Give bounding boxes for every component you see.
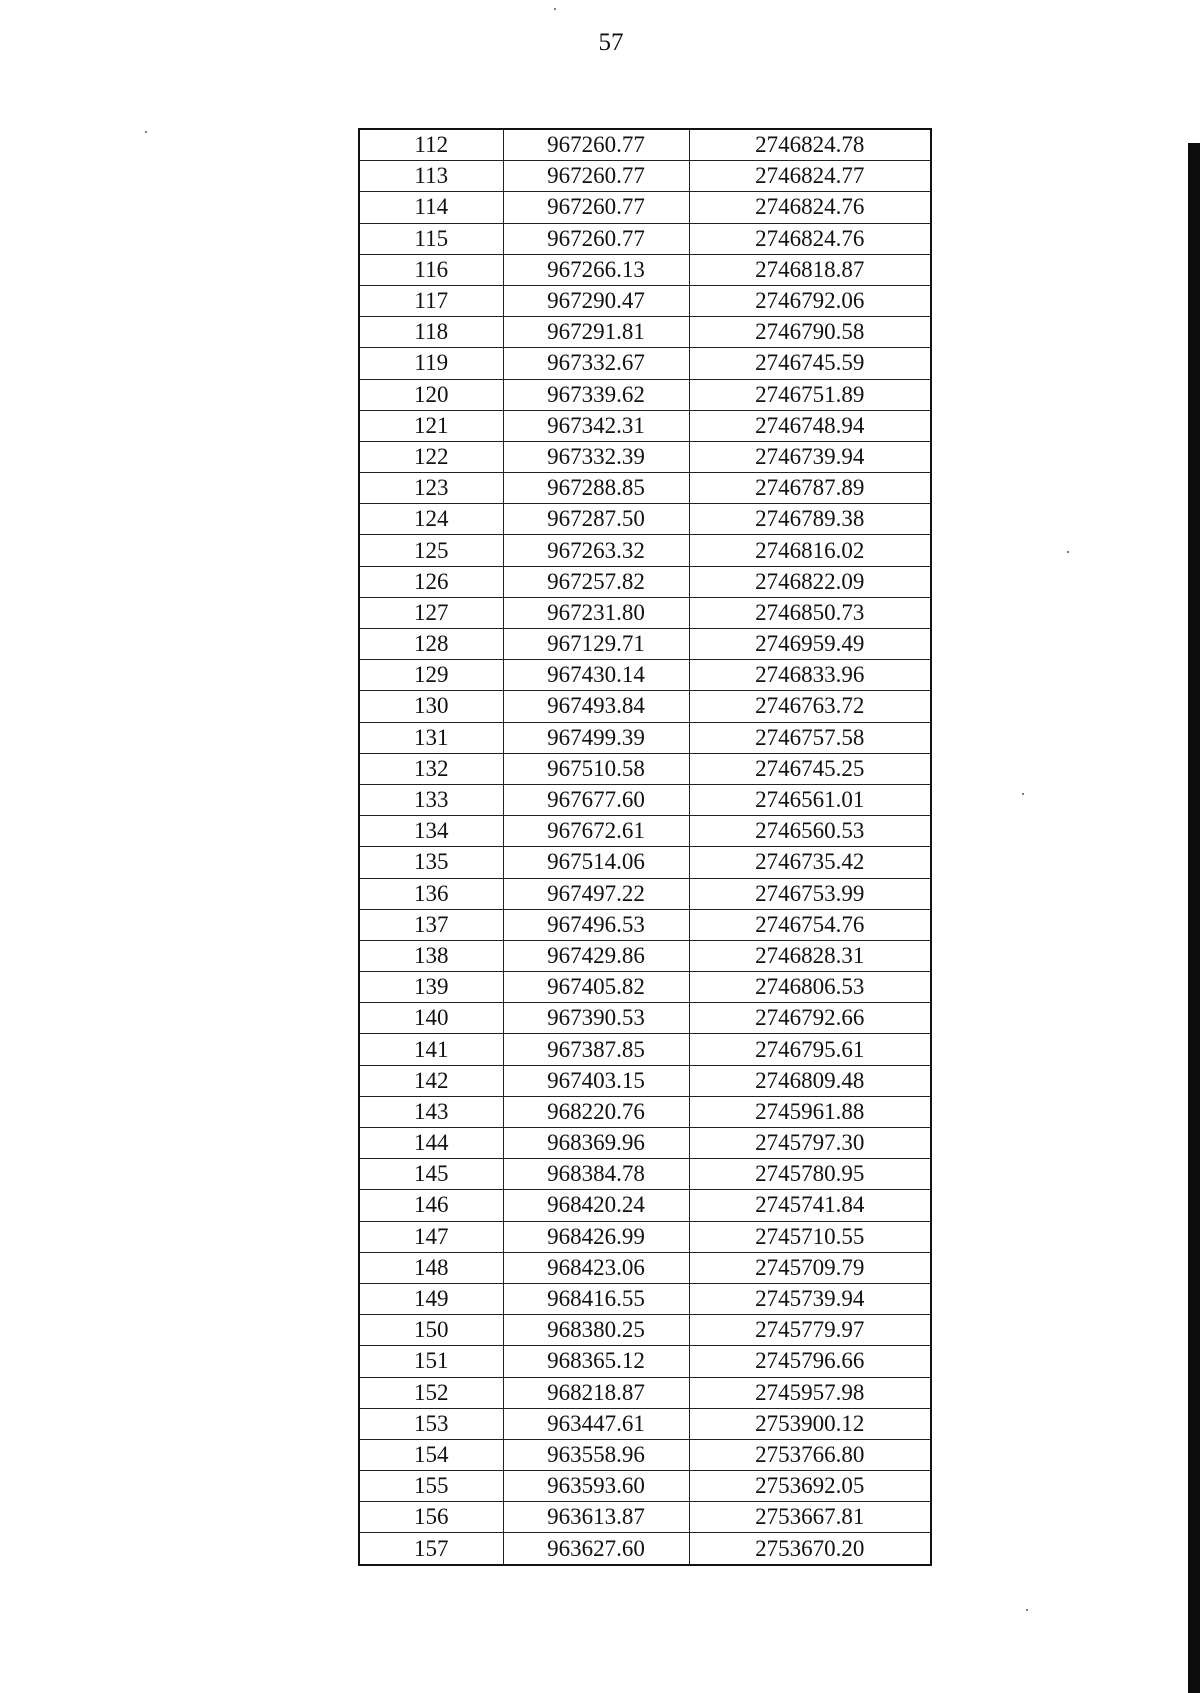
y-coordinate-cell: 2753692.05	[689, 1471, 931, 1502]
y-coordinate-cell: 2746754.76	[689, 909, 931, 940]
y-coordinate-cell: 2746816.02	[689, 535, 931, 566]
table-row	[359, 1221, 931, 1252]
y-coordinate-cell: 2745780.95	[689, 1159, 931, 1190]
x-coordinate-cell: 967291.81	[503, 317, 689, 348]
x-coordinate-cell: 967260.77	[503, 192, 689, 223]
y-coordinate-cell: 2745741.84	[689, 1190, 931, 1221]
x-coordinate-cell: 967429.86	[503, 940, 689, 971]
table-row	[359, 722, 931, 753]
x-coordinate-cell: 968384.78	[503, 1159, 689, 1190]
point-number-cell: 146	[359, 1190, 503, 1221]
x-coordinate-cell: 967430.14	[503, 660, 689, 691]
point-number-cell: 137	[359, 909, 503, 940]
table-row	[359, 940, 931, 971]
table-row	[359, 161, 931, 192]
table-row	[359, 1502, 931, 1533]
table-row	[359, 129, 931, 161]
point-number-cell: 138	[359, 940, 503, 971]
x-coordinate-cell: 967493.84	[503, 691, 689, 722]
y-coordinate-cell: 2753667.81	[689, 1502, 931, 1533]
y-coordinate-cell: 2746822.09	[689, 566, 931, 597]
x-coordinate-cell: 967263.32	[503, 535, 689, 566]
x-coordinate-cell: 967339.62	[503, 379, 689, 410]
x-coordinate-cell: 963447.61	[503, 1408, 689, 1439]
point-number-cell: 117	[359, 285, 503, 316]
table-row	[359, 1439, 931, 1470]
y-coordinate-cell: 2746751.89	[689, 379, 931, 410]
page-number: 57	[598, 29, 624, 56]
table-row	[359, 1377, 931, 1408]
table-row	[359, 1096, 931, 1127]
y-coordinate-cell: 2746745.25	[689, 753, 931, 784]
x-coordinate-cell: 968380.25	[503, 1315, 689, 1346]
point-number-cell: 139	[359, 972, 503, 1003]
table-row	[359, 1003, 931, 1034]
table-row	[359, 1408, 931, 1439]
table-row	[359, 1471, 931, 1502]
x-coordinate-cell: 967288.85	[503, 473, 689, 504]
point-number-cell: 122	[359, 441, 503, 472]
point-number-cell: 121	[359, 410, 503, 441]
coordinates-table	[358, 128, 932, 1566]
table-row	[359, 1346, 931, 1377]
scan-speck	[554, 8, 556, 10]
x-coordinate-cell: 967387.85	[503, 1034, 689, 1065]
y-coordinate-cell: 2746753.99	[689, 878, 931, 909]
table-row	[359, 441, 931, 472]
table-row	[359, 660, 931, 691]
coordinates-table-body	[359, 129, 931, 1565]
scan-speck	[1067, 551, 1069, 553]
y-coordinate-cell: 2745797.30	[689, 1128, 931, 1159]
table-row	[359, 629, 931, 660]
x-coordinate-cell: 967129.71	[503, 629, 689, 660]
y-coordinate-cell: 2745957.98	[689, 1377, 931, 1408]
point-number-cell: 151	[359, 1346, 503, 1377]
point-number-cell: 127	[359, 597, 503, 628]
y-coordinate-cell: 2746763.72	[689, 691, 931, 722]
table-row	[359, 192, 931, 223]
table-row	[359, 1315, 931, 1346]
y-coordinate-cell: 2746792.06	[689, 285, 931, 316]
y-coordinate-cell: 2746739.94	[689, 441, 931, 472]
y-coordinate-cell: 2746824.76	[689, 223, 931, 254]
point-number-cell: 154	[359, 1439, 503, 1470]
x-coordinate-cell: 968365.12	[503, 1346, 689, 1377]
x-coordinate-cell: 967290.47	[503, 285, 689, 316]
table-row	[359, 878, 931, 909]
point-number-cell: 128	[359, 629, 503, 660]
x-coordinate-cell: 967257.82	[503, 566, 689, 597]
y-coordinate-cell: 2753670.20	[689, 1533, 931, 1565]
x-coordinate-cell: 967510.58	[503, 753, 689, 784]
point-number-cell: 147	[359, 1221, 503, 1252]
table-row	[359, 348, 931, 379]
point-number-cell: 114	[359, 192, 503, 223]
x-coordinate-cell: 967514.06	[503, 847, 689, 878]
point-number-cell: 116	[359, 254, 503, 285]
x-coordinate-cell: 967672.61	[503, 816, 689, 847]
x-coordinate-cell: 963593.60	[503, 1471, 689, 1502]
y-coordinate-cell: 2746795.61	[689, 1034, 931, 1065]
y-coordinate-cell: 2746790.58	[689, 317, 931, 348]
point-number-cell: 123	[359, 473, 503, 504]
point-number-cell: 136	[359, 878, 503, 909]
point-number-cell: 131	[359, 722, 503, 753]
y-coordinate-cell: 2746818.87	[689, 254, 931, 285]
point-number-cell: 120	[359, 379, 503, 410]
x-coordinate-cell: 967260.77	[503, 161, 689, 192]
point-number-cell: 135	[359, 847, 503, 878]
y-coordinate-cell: 2746787.89	[689, 473, 931, 504]
point-number-cell: 132	[359, 753, 503, 784]
point-number-cell: 145	[359, 1159, 503, 1190]
point-number-cell: 143	[359, 1096, 503, 1127]
y-coordinate-cell: 2753766.80	[689, 1439, 931, 1470]
point-number-cell: 149	[359, 1283, 503, 1314]
point-number-cell: 144	[359, 1128, 503, 1159]
y-coordinate-cell: 2746560.53	[689, 816, 931, 847]
table-row	[359, 379, 931, 410]
y-coordinate-cell: 2745796.66	[689, 1346, 931, 1377]
y-coordinate-cell: 2746824.76	[689, 192, 931, 223]
x-coordinate-cell: 968426.99	[503, 1221, 689, 1252]
x-coordinate-cell: 967266.13	[503, 254, 689, 285]
y-coordinate-cell: 2746806.53	[689, 972, 931, 1003]
point-number-cell: 115	[359, 223, 503, 254]
x-coordinate-cell: 967405.82	[503, 972, 689, 1003]
point-number-cell: 142	[359, 1065, 503, 1096]
point-number-cell: 133	[359, 784, 503, 815]
x-coordinate-cell: 967332.39	[503, 441, 689, 472]
table-row	[359, 1533, 931, 1565]
point-number-cell: 129	[359, 660, 503, 691]
x-coordinate-cell: 967403.15	[503, 1065, 689, 1096]
y-coordinate-cell: 2746828.31	[689, 940, 931, 971]
point-number-cell: 126	[359, 566, 503, 597]
x-coordinate-cell: 963627.60	[503, 1533, 689, 1565]
y-coordinate-cell: 2746809.48	[689, 1065, 931, 1096]
table-row	[359, 223, 931, 254]
scan-speck	[1022, 793, 1024, 795]
y-coordinate-cell: 2745710.55	[689, 1221, 931, 1252]
x-coordinate-cell: 967287.50	[503, 504, 689, 535]
table-row	[359, 1283, 931, 1314]
x-coordinate-cell: 968416.55	[503, 1283, 689, 1314]
scan-speck	[1026, 1609, 1028, 1611]
x-coordinate-cell: 967677.60	[503, 784, 689, 815]
y-coordinate-cell: 2746789.38	[689, 504, 931, 535]
table-row	[359, 285, 931, 316]
y-coordinate-cell: 2746735.42	[689, 847, 931, 878]
scan-speck	[145, 131, 147, 133]
table-row	[359, 909, 931, 940]
table-row	[359, 1065, 931, 1096]
x-coordinate-cell: 967497.22	[503, 878, 689, 909]
point-number-cell: 124	[359, 504, 503, 535]
table-row	[359, 504, 931, 535]
point-number-cell: 134	[359, 816, 503, 847]
point-number-cell: 140	[359, 1003, 503, 1034]
table-row	[359, 1190, 931, 1221]
y-coordinate-cell: 2745779.97	[689, 1315, 931, 1346]
x-coordinate-cell: 967332.67	[503, 348, 689, 379]
table-row	[359, 254, 931, 285]
y-coordinate-cell: 2746748.94	[689, 410, 931, 441]
point-number-cell: 118	[359, 317, 503, 348]
x-coordinate-cell: 967231.80	[503, 597, 689, 628]
y-coordinate-cell: 2746792.66	[689, 1003, 931, 1034]
table-row	[359, 972, 931, 1003]
point-number-cell: 130	[359, 691, 503, 722]
table-row	[359, 1159, 931, 1190]
x-coordinate-cell: 963613.87	[503, 1502, 689, 1533]
point-number-cell: 157	[359, 1533, 503, 1565]
x-coordinate-cell: 967499.39	[503, 722, 689, 753]
point-number-cell: 125	[359, 535, 503, 566]
x-coordinate-cell: 968369.96	[503, 1128, 689, 1159]
y-coordinate-cell: 2746824.77	[689, 161, 931, 192]
point-number-cell: 148	[359, 1252, 503, 1283]
point-number-cell: 153	[359, 1408, 503, 1439]
table-row	[359, 1252, 931, 1283]
point-number-cell: 113	[359, 161, 503, 192]
table-row	[359, 410, 931, 441]
table-row	[359, 784, 931, 815]
point-number-cell: 112	[359, 129, 503, 161]
y-coordinate-cell: 2745739.94	[689, 1283, 931, 1314]
point-number-cell: 141	[359, 1034, 503, 1065]
point-number-cell: 156	[359, 1502, 503, 1533]
table-row	[359, 597, 931, 628]
scan-edge-bar	[1188, 143, 1200, 1693]
y-coordinate-cell: 2746833.96	[689, 660, 931, 691]
y-coordinate-cell: 2746561.01	[689, 784, 931, 815]
y-coordinate-cell: 2745961.88	[689, 1096, 931, 1127]
x-coordinate-cell: 967390.53	[503, 1003, 689, 1034]
y-coordinate-cell: 2746745.59	[689, 348, 931, 379]
table-row	[359, 753, 931, 784]
table-row	[359, 566, 931, 597]
table-row	[359, 847, 931, 878]
point-number-cell: 155	[359, 1471, 503, 1502]
y-coordinate-cell: 2753900.12	[689, 1408, 931, 1439]
x-coordinate-cell: 968420.24	[503, 1190, 689, 1221]
x-coordinate-cell: 967342.31	[503, 410, 689, 441]
y-coordinate-cell: 2746757.58	[689, 722, 931, 753]
x-coordinate-cell: 968218.87	[503, 1377, 689, 1408]
table-row	[359, 317, 931, 348]
x-coordinate-cell: 967260.77	[503, 223, 689, 254]
y-coordinate-cell: 2746959.49	[689, 629, 931, 660]
x-coordinate-cell: 968423.06	[503, 1252, 689, 1283]
y-coordinate-cell: 2745709.79	[689, 1252, 931, 1283]
table-row	[359, 691, 931, 722]
table-row	[359, 1128, 931, 1159]
point-number-cell: 150	[359, 1315, 503, 1346]
x-coordinate-cell: 963558.96	[503, 1439, 689, 1470]
point-number-cell: 119	[359, 348, 503, 379]
x-coordinate-cell: 968220.76	[503, 1096, 689, 1127]
x-coordinate-cell: 967260.77	[503, 129, 689, 161]
y-coordinate-cell: 2746850.73	[689, 597, 931, 628]
y-coordinate-cell: 2746824.78	[689, 129, 931, 161]
table-row	[359, 1034, 931, 1065]
table-row	[359, 535, 931, 566]
table-row	[359, 816, 931, 847]
point-number-cell: 152	[359, 1377, 503, 1408]
x-coordinate-cell: 967496.53	[503, 909, 689, 940]
table-row	[359, 473, 931, 504]
